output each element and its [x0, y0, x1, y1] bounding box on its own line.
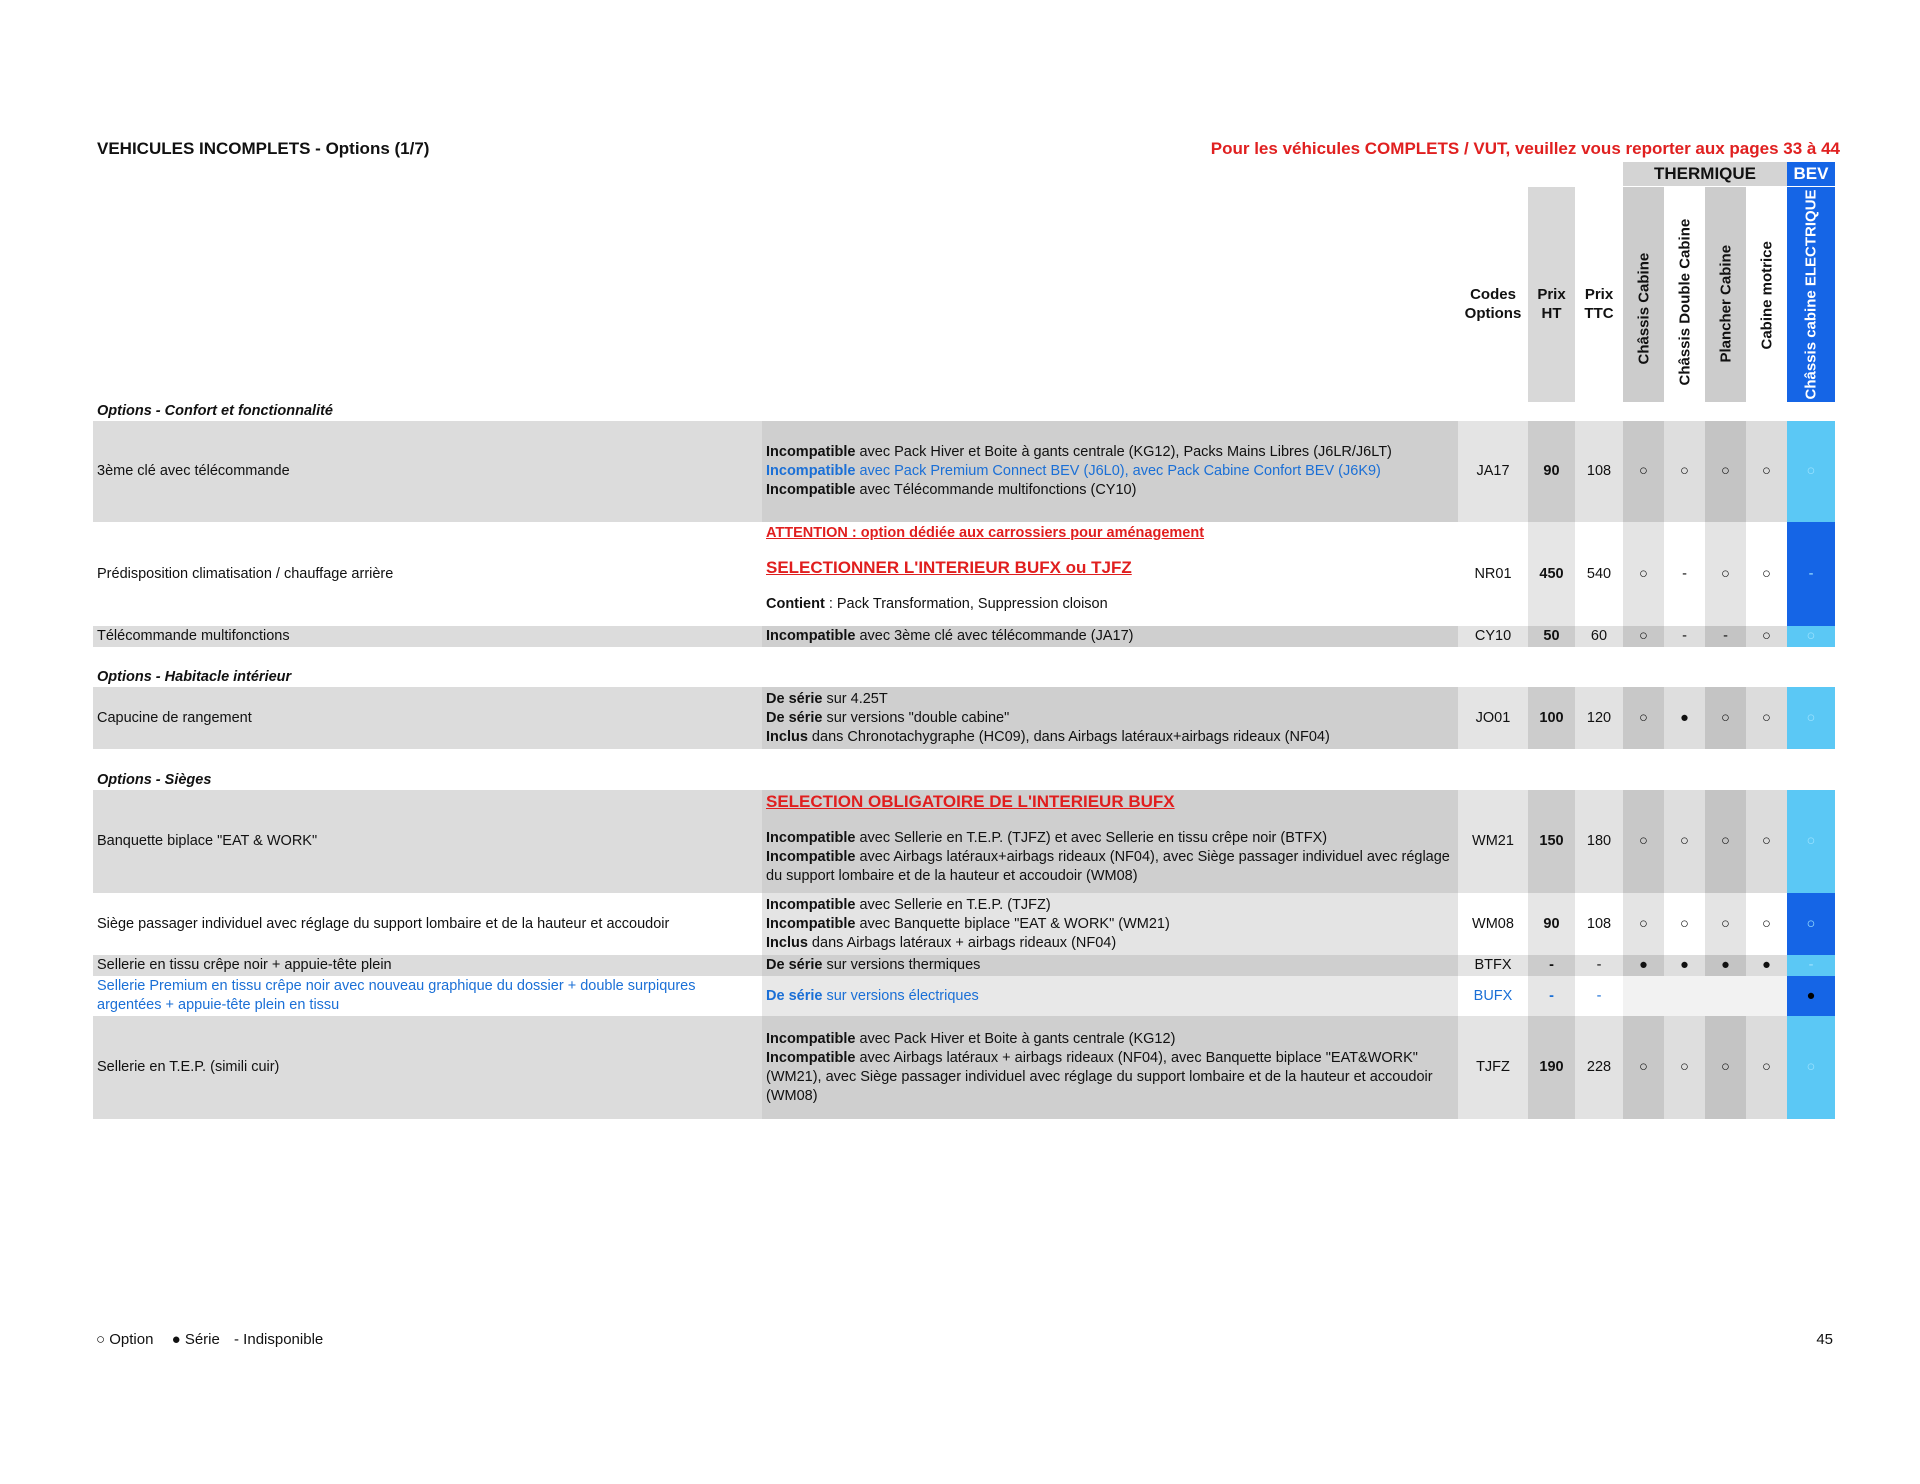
section-row	[93, 647, 1835, 687]
legend	[96, 1331, 323, 1348]
table-row	[93, 893, 1835, 955]
availability-mark: ○	[1623, 522, 1664, 626]
availability-mark: ○	[1705, 687, 1746, 749]
table-row	[93, 687, 1835, 749]
option-label: Siège passager individuel avec réglage du support lombaire et de la hauteur et accoudoir	[93, 893, 762, 955]
option-notes: De série sur versions électriques	[762, 976, 1458, 1016]
option-notes: Incompatible avec Pack Hiver et Boite à gants centrale (KG12), Packs Mains Libres (J6LR/J6LT) Incompatible avec Pack Premium Connect BEV (J6L0), avec Pack Cabine Confort BEV (J6K9) Incompatible avec Télécommande multifonctions (CY10)	[762, 421, 1458, 522]
price-ht: 90	[1528, 421, 1575, 522]
availability-mark: ○	[1664, 790, 1705, 893]
options-table	[93, 402, 1835, 1119]
availability-mark: ○	[1623, 893, 1664, 955]
availability-mark: ○	[1623, 790, 1664, 893]
availability-mark: ○	[1623, 1016, 1664, 1119]
option-code: NR01	[1458, 522, 1528, 626]
codes-options-header: Codes Options	[1464, 286, 1522, 322]
option-code: BUFX	[1458, 976, 1528, 1016]
price-ht: 100	[1528, 687, 1575, 749]
prix-ttc-header: Prix TTC	[1584, 286, 1614, 322]
availability-mark: -	[1664, 522, 1705, 626]
option-label: Sellerie Premium en tissu crêpe noir avec nouveau graphique du dossier + double surpiqures argentées + appuie-tête plein en tissu	[93, 976, 762, 1016]
availability-mark: ○	[1705, 522, 1746, 626]
section-title: Options - Sièges	[93, 749, 1835, 790]
availability-mark: ○	[1705, 790, 1746, 893]
cabine-motrice-header: Cabine motrice	[1758, 241, 1775, 350]
price-ttc: 108	[1575, 893, 1623, 955]
chassis-cabine-electrique-header: Châssis cabine ELECTRIQUE	[1802, 189, 1820, 400]
price-ttc: 540	[1575, 522, 1623, 626]
price-ht: 90	[1528, 893, 1575, 955]
option-code: BTFX	[1458, 955, 1528, 976]
chassis-double-cabine-header: Châssis Double Cabine	[1676, 218, 1693, 386]
section-title: Options - Confort et fonctionnalité	[93, 402, 1835, 421]
price-ttc: -	[1575, 955, 1623, 976]
table-row	[93, 1016, 1835, 1119]
price-ht: -	[1528, 976, 1575, 1016]
option-notes: SELECTION OBLIGATOIRE DE L'INTERIEUR BUFX Incompatible avec Sellerie en T.E.P. (TJFZ) et avec Sellerie en tissu crêpe noir (BTFX) Incompatible avec Airbags latéraux+airbags rideaux (NF04), avec Siège passager individuel avec réglage du support lombaire et de la hauteur et accoudoir (WM08)	[762, 790, 1458, 893]
availability-mark: ○	[1705, 421, 1746, 522]
availability-mark: ○	[1746, 1016, 1787, 1119]
option-label: Sellerie en T.E.P. (simili cuir)	[93, 1016, 762, 1119]
option-notes: Incompatible avec Sellerie en T.E.P. (TJFZ) Incompatible avec Banquette biplace "EAT & WORK" (WM21) Inclus dans Airbags latéraux + airbags rideaux (NF04)	[762, 893, 1458, 955]
option-label: Capucine de rangement	[93, 687, 762, 749]
option-label: 3ème clé avec télécommande	[93, 421, 762, 522]
option-code: WM21	[1458, 790, 1528, 893]
availability-mark: -	[1787, 955, 1835, 976]
legend-serie: ● Série	[171, 1331, 220, 1348]
availability-mark: ○	[1705, 893, 1746, 955]
availability-mark	[1705, 976, 1746, 1016]
option-label: Télécommande multifonctions	[93, 626, 762, 647]
availability-mark	[1746, 976, 1787, 1016]
availability-mark: ○	[1787, 626, 1835, 647]
availability-mark: ●	[1664, 955, 1705, 976]
table-row	[93, 955, 1835, 976]
table-row	[93, 522, 1835, 626]
table-row	[93, 790, 1835, 893]
page-title: VEHICULES INCOMPLETS - Options (1/7)	[97, 139, 430, 158]
option-label: Prédisposition climatisation / chauffage arrière	[93, 522, 762, 626]
price-ttc: -	[1575, 976, 1623, 1016]
availability-mark: ●	[1746, 955, 1787, 976]
availability-mark: ○	[1787, 687, 1835, 749]
availability-mark: ○	[1746, 687, 1787, 749]
availability-mark: ○	[1664, 1016, 1705, 1119]
bev-band: BEV	[1787, 162, 1835, 186]
availability-mark: -	[1705, 626, 1746, 647]
availability-mark	[1664, 976, 1705, 1016]
availability-mark: ○	[1705, 1016, 1746, 1119]
plancher-cabine-header: Plancher Cabine	[1717, 244, 1734, 363]
availability-mark: -	[1664, 626, 1705, 647]
price-ht: 190	[1528, 1016, 1575, 1119]
chassis-cabine-header: Châssis Cabine	[1635, 252, 1652, 365]
availability-mark: ○	[1623, 421, 1664, 522]
section-row	[93, 402, 1835, 421]
table-row	[93, 421, 1835, 522]
availability-mark: ○	[1746, 522, 1787, 626]
option-notes: De série sur versions thermiques	[762, 955, 1458, 976]
availability-mark: ○	[1746, 626, 1787, 647]
availability-mark: ○	[1623, 626, 1664, 647]
option-notes: ATTENTION : option dédiée aux carrossiers pour aménagement SELECTIONNER L'INTERIEUR BUFX ou TJFZ Contient : Pack Transformation, Suppression cloison	[762, 522, 1458, 626]
price-ttc: 228	[1575, 1016, 1623, 1119]
availability-mark: ○	[1623, 687, 1664, 749]
price-ht: 450	[1528, 522, 1575, 626]
availability-mark: -	[1787, 522, 1835, 626]
option-code: CY10	[1458, 626, 1528, 647]
table-row	[93, 976, 1835, 1016]
availability-mark: ○	[1746, 790, 1787, 893]
price-ht: -	[1528, 955, 1575, 976]
price-ttc: 108	[1575, 421, 1623, 522]
availability-mark	[1623, 976, 1664, 1016]
option-notes: Incompatible avec Pack Hiver et Boite à gants centrale (KG12) Incompatible avec Airbags latéraux + airbags rideaux (NF04), avec Banquette biplace "EAT&WORK" (WM21), avec Siège passager individuel avec réglage du support lombaire et de la hauteur et accoudoir (WM08)	[762, 1016, 1458, 1119]
prix-ht-header: Prix HT	[1537, 286, 1566, 322]
availability-mark: ○	[1787, 893, 1835, 955]
price-ttc: 180	[1575, 790, 1623, 893]
availability-mark: ○	[1787, 421, 1835, 522]
thermique-band: THERMIQUE	[1623, 162, 1787, 186]
option-notes: De série sur 4.25T De série sur versions "double cabine" Inclus dans Chronotachygraphe (HC09), dans Airbags latéraux+airbags rideaux (NF04)	[762, 687, 1458, 749]
option-label: Sellerie en tissu crêpe noir + appuie-tête plein	[93, 955, 762, 976]
option-code: JO01	[1458, 687, 1528, 749]
legend-indisponible: - Indisponible	[234, 1331, 324, 1348]
availability-mark: ○	[1746, 893, 1787, 955]
option-code: WM08	[1458, 893, 1528, 955]
availability-mark: ○	[1664, 893, 1705, 955]
availability-mark: ○	[1746, 421, 1787, 522]
price-ht: 50	[1528, 626, 1575, 647]
legend-option: ○ Option	[96, 1331, 154, 1348]
option-notes: Incompatible avec 3ème clé avec télécommande (JA17)	[762, 626, 1458, 647]
section-row	[93, 749, 1835, 790]
price-ht: 150	[1528, 790, 1575, 893]
availability-mark: ●	[1623, 955, 1664, 976]
page-number: 45	[1816, 1331, 1833, 1348]
option-code: TJFZ	[1458, 1016, 1528, 1119]
availability-mark: ●	[1664, 687, 1705, 749]
availability-mark: ●	[1705, 955, 1746, 976]
availability-mark: ○	[1787, 790, 1835, 893]
price-ttc: 60	[1575, 626, 1623, 647]
price-ttc: 120	[1575, 687, 1623, 749]
section-title: Options - Habitacle intérieur	[93, 647, 1835, 687]
availability-mark: ●	[1787, 976, 1835, 1016]
option-label: Banquette biplace "EAT & WORK"	[93, 790, 762, 893]
availability-mark: ○	[1787, 1016, 1835, 1119]
table-row	[93, 626, 1835, 647]
availability-mark: ○	[1664, 421, 1705, 522]
option-code: JA17	[1458, 421, 1528, 522]
complete-vehicles-notice: Pour les véhicules COMPLETS / VUT, veuillez vous reporter aux pages 33 à 44	[1210, 139, 1840, 158]
